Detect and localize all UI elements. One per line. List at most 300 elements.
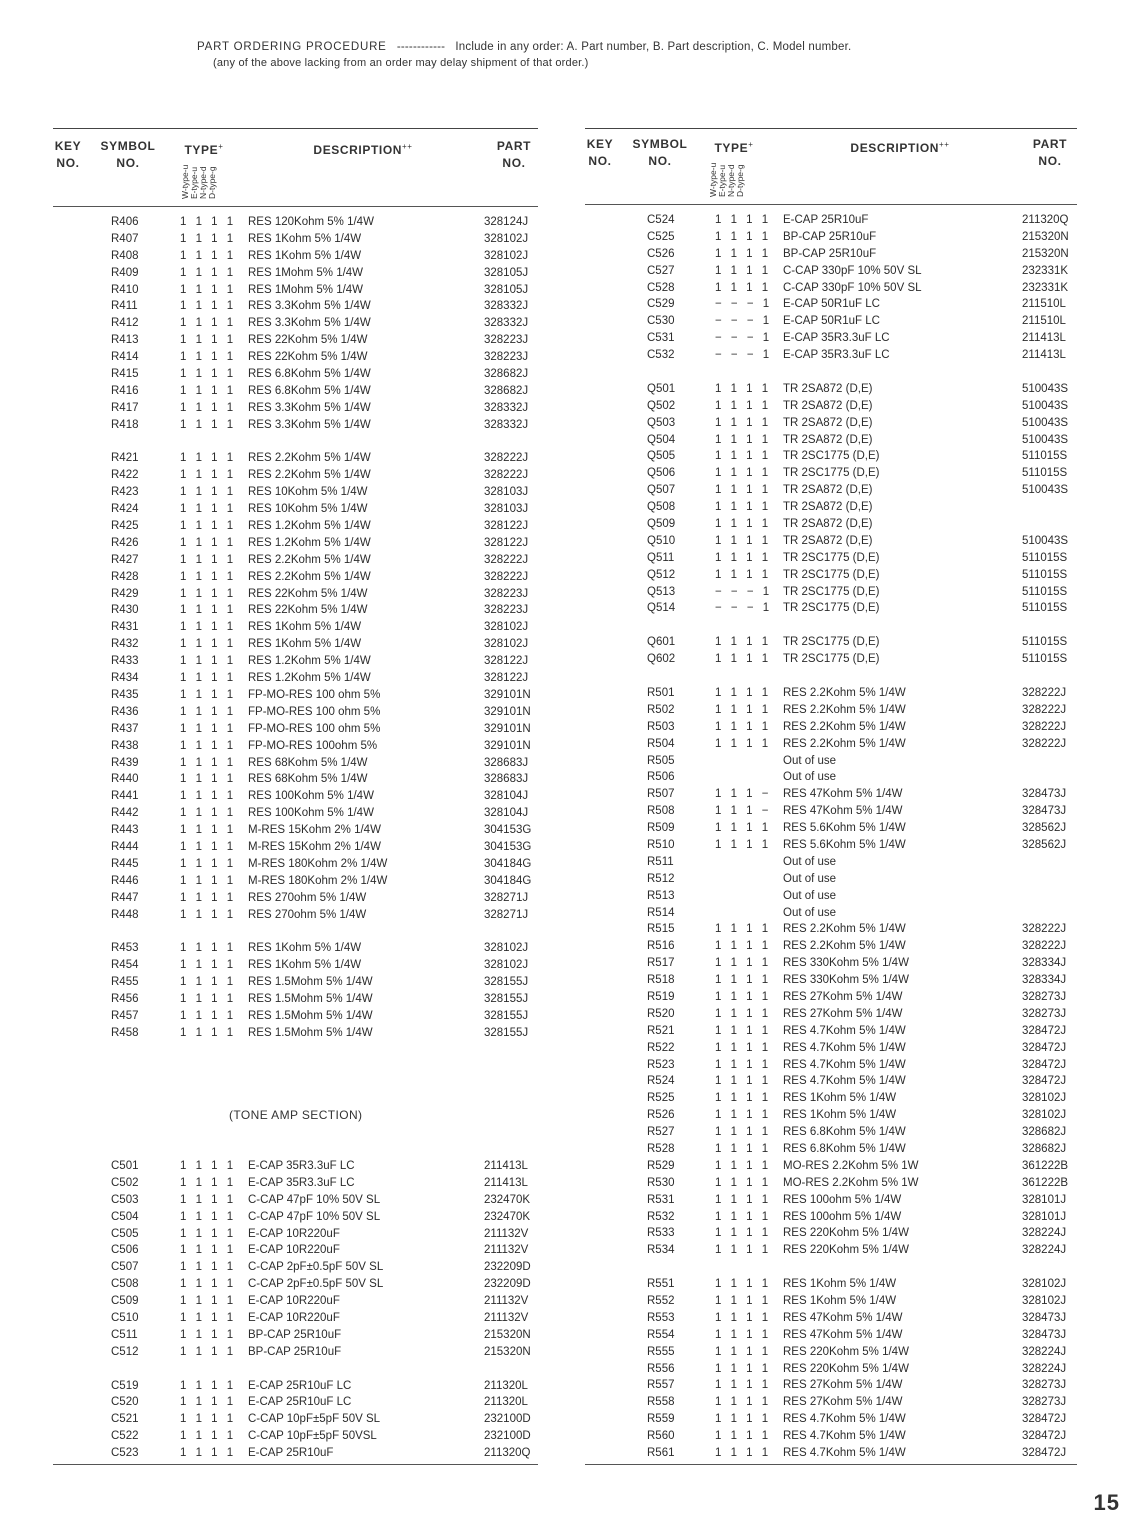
table-row — [53, 1361, 538, 1378]
part-no: 328224J — [1022, 1244, 1067, 1257]
table-row — [585, 1090, 1077, 1107]
description: C-CAP 10pF±5pF 50VSL — [248, 1430, 377, 1443]
table-row — [585, 1411, 1077, 1428]
type-codes: 1 1 1 1 — [180, 790, 237, 803]
symbol-no: R406 — [111, 216, 139, 228]
type-codes: 1 1 1 1 — [180, 1328, 237, 1341]
table-row — [53, 1327, 538, 1344]
table-row — [585, 1327, 1077, 1344]
table-row — [53, 670, 538, 687]
type-codes: 1 1 1 1 — [180, 401, 237, 414]
description: FP-MO-RES 100ohm 5% — [248, 739, 378, 752]
header-symbol-no: SYMBOL NO. — [100, 139, 156, 170]
table-row — [53, 738, 538, 755]
description: BP-CAP 25R10uF — [783, 230, 877, 243]
table-row — [585, 398, 1077, 415]
table-row — [53, 400, 538, 417]
type-codes: 1 1 1 1 — [180, 469, 237, 482]
type-codes: 1 1 1 1 — [180, 1345, 237, 1358]
symbol-no: R528 — [647, 1142, 675, 1155]
symbol-no: R501 — [647, 686, 675, 699]
type-codes: 1 1 1 1 — [715, 450, 772, 463]
part-no: 211132V — [484, 1312, 529, 1325]
part-no: 328122J — [484, 520, 529, 533]
symbol-no: C509 — [111, 1295, 139, 1308]
symbol-no: R409 — [111, 266, 139, 279]
symbol-no: R430 — [111, 604, 139, 617]
description: RES 6.8Kohm 5% 1/4W — [248, 384, 371, 397]
part-no: 211510L — [1022, 298, 1066, 311]
description: M-RES 15Kohm 2% 1/4W — [248, 840, 381, 853]
description: RES 270ohm 5% 1/4W — [248, 891, 367, 904]
table-row — [585, 702, 1077, 719]
type-codes: 1 1 1 1 — [715, 568, 772, 581]
symbol-no: R561 — [647, 1447, 675, 1460]
part-no: 211132V — [484, 1244, 529, 1257]
part-no: 328222J — [1022, 720, 1067, 733]
type-codes: 1 1 1 1 — [180, 1430, 237, 1443]
description: RES 6.8Kohm 5% 1/4W — [248, 368, 371, 381]
type-codes: 1 1 1 1 — [715, 737, 772, 750]
part-no: 328682J — [484, 368, 529, 381]
part-no: 328101J — [1022, 1210, 1067, 1223]
description: RES 100Kohm 5% 1/4W — [248, 807, 374, 820]
type-codes: 1 1 1 1 — [715, 1007, 772, 1020]
type-codes: 1 1 1 1 — [715, 990, 772, 1003]
symbol-no: R421 — [111, 452, 139, 465]
table-row — [585, 634, 1077, 651]
table-row — [585, 1361, 1077, 1378]
description: RES 47Kohm 5% 1/4W — [783, 1328, 903, 1341]
description: RES 47Kohm 5% 1/4W — [783, 805, 903, 818]
table-row — [585, 854, 1077, 871]
header-key-no: KEY NO. — [54, 139, 82, 170]
description: RES 2.2Kohm 5% 1/4W — [783, 923, 906, 936]
table-row — [53, 755, 538, 772]
symbol-no: C507 — [111, 1261, 139, 1274]
table-row — [53, 1242, 538, 1259]
section-label-tone-amp: (TONE AMP SECTION) — [229, 1108, 363, 1122]
type-codes: 1 1 1 1 — [715, 1227, 772, 1240]
type-codes: 1 1 1 1 — [180, 807, 237, 820]
type-codes: 1 1 1 1 — [715, 1328, 772, 1341]
part-no: 328102J — [484, 621, 529, 634]
header-description — [303, 138, 423, 159]
symbol-no: R554 — [647, 1328, 675, 1341]
table-header-rule — [53, 206, 538, 207]
description: RES 4.7Kohm 5% 1/4W — [783, 1075, 906, 1088]
symbol-no: R413 — [111, 334, 139, 347]
type-codes: 1 1 1 1 — [180, 587, 237, 600]
symbol-no: Q506 — [647, 467, 676, 480]
part-no: 328224J — [1022, 1227, 1067, 1240]
description: TR 2SA872 (D,E) — [783, 399, 873, 412]
type-codes: 1 1 1 1 — [715, 467, 772, 480]
table-row — [53, 907, 538, 924]
table-row — [53, 417, 538, 434]
description: RES 4.7Kohm 5% 1/4W — [783, 1430, 906, 1443]
description: RES 220Kohm 5% 1/4W — [783, 1227, 909, 1240]
description: E-CAP 10R220uF — [248, 1227, 340, 1240]
type-codes: 1 1 1 1 — [180, 1396, 237, 1409]
table-row — [53, 636, 538, 653]
description: RES 1Kohm 5% 1/4W — [248, 621, 362, 634]
table-top-rule — [53, 128, 538, 129]
part-no: 510043S — [1022, 416, 1069, 429]
type-codes: 1 1 1 1 — [715, 1193, 772, 1206]
table-row — [53, 467, 538, 484]
table-row — [585, 448, 1077, 465]
table-row — [53, 974, 538, 991]
description: RES 1Kohm 5% 1/4W — [783, 1109, 897, 1122]
description: Out of use — [783, 754, 837, 767]
symbol-no: R444 — [111, 840, 139, 853]
symbol-no: Q602 — [647, 653, 676, 666]
symbol-no: R512 — [647, 872, 675, 885]
description: RES 6.8Kohm 5% 1/4W — [783, 1126, 906, 1139]
part-no: 328472J — [1022, 1430, 1067, 1443]
type-codes: 1 1 1 1 — [715, 1109, 772, 1122]
part-no: 211320L — [484, 1396, 528, 1409]
description: RES 2.2Kohm 5% 1/4W — [248, 452, 371, 465]
description: RES 4.7Kohm 5% 1/4W — [783, 1058, 906, 1071]
part-no: 328332J — [484, 418, 529, 431]
table-row — [585, 736, 1077, 753]
type-codes: 1 1 1 1 — [180, 976, 237, 989]
type-codes: 1 1 1 1 — [180, 1176, 237, 1189]
part-no: 328102J — [484, 249, 529, 262]
type-codes: 1 1 1 1 — [180, 959, 237, 972]
table-row — [585, 617, 1077, 634]
symbol-no: C525 — [647, 230, 675, 243]
symbol-no: C510 — [111, 1312, 139, 1325]
part-no: 328273J — [1022, 1007, 1067, 1020]
table-row — [53, 1445, 538, 1462]
part-no: 328102J — [484, 638, 529, 651]
table-row — [53, 940, 538, 957]
part-no: 510043S — [1022, 484, 1069, 497]
table-row — [53, 839, 538, 856]
part-no: 328105J — [484, 283, 529, 296]
type-codes: 1 1 1 − — [715, 788, 772, 801]
symbol-no: R531 — [647, 1193, 675, 1206]
part-no: 328122J — [484, 655, 529, 668]
part-no: 328473J — [1022, 1328, 1067, 1341]
type-codes: 1 1 1 1 — [715, 551, 772, 564]
type-codes: 1 1 1 1 — [715, 1092, 772, 1105]
symbol-no: Q501 — [647, 382, 676, 395]
type-codes: 1 1 1 1 — [180, 503, 237, 516]
type-codes: 1 1 1 1 — [180, 317, 237, 330]
part-no: 328273J — [1022, 990, 1067, 1003]
part-no: 511015S — [1022, 467, 1068, 480]
table-row — [53, 1428, 538, 1445]
type-codes: 1 1 1 1 — [715, 1244, 772, 1257]
header-description-mark: ++ — [939, 140, 950, 149]
symbol-no: R559 — [647, 1413, 675, 1426]
part-no: 232209D — [484, 1261, 531, 1274]
table-row — [53, 552, 538, 569]
part-no: 328472J — [1022, 1041, 1067, 1054]
part-no: 328683J — [484, 756, 529, 769]
type-codes: 1 1 1 1 — [180, 1379, 237, 1392]
symbol-no: R502 — [647, 703, 675, 716]
table-row — [53, 535, 538, 552]
type-codes: 1 1 1 1 — [180, 604, 237, 617]
symbol-no: C519 — [111, 1379, 139, 1392]
symbol-no: C529 — [647, 298, 675, 311]
table-row — [53, 991, 538, 1008]
header-type-label: TYPE — [184, 143, 219, 157]
symbol-no: Q503 — [647, 416, 676, 429]
type-codes: 1 1 1 1 — [180, 536, 237, 549]
description: E-CAP 25R10uF LC — [248, 1396, 352, 1409]
table-row — [53, 1344, 538, 1361]
type-codes: 1 1 1 1 — [715, 214, 772, 226]
description: RES 27Kohm 5% 1/4W — [783, 1396, 903, 1409]
type-codes: 1 1 1 1 — [180, 1227, 237, 1240]
table-row — [585, 1158, 1077, 1175]
table-header-rule — [585, 204, 1077, 205]
description: RES 220Kohm 5% 1/4W — [783, 1244, 909, 1257]
table-row — [585, 668, 1077, 685]
type-codes: 1 1 1 1 — [180, 1447, 237, 1460]
description: RES 1.5Mohm 5% 1/4W — [248, 992, 373, 1005]
table-row — [585, 212, 1077, 229]
description: C-CAP 2pF±0.5pF 50V SL — [248, 1278, 384, 1291]
part-no: 328472J — [1022, 1075, 1067, 1088]
header-type-mark: + — [748, 140, 754, 149]
description: RES 1.5Mohm 5% 1/4W — [248, 976, 373, 989]
type-codes: 1 1 1 1 — [180, 300, 237, 313]
type-variant-w: W-type-u — [180, 164, 190, 199]
table-row — [53, 1259, 538, 1276]
description: RES 270ohm 5% 1/4W — [248, 908, 367, 921]
description: E-CAP 25R10uF LC — [248, 1379, 352, 1392]
description: RES 10Kohm 5% 1/4W — [248, 486, 368, 499]
table-row — [53, 1411, 538, 1428]
table-row — [585, 786, 1077, 803]
part-no: 328104J — [484, 790, 529, 803]
description: RES 4.7Kohm 5% 1/4W — [783, 1041, 906, 1054]
description: RES 2.2Kohm 5% 1/4W — [248, 570, 371, 583]
type-codes: 1 1 1 1 — [180, 249, 237, 262]
part-no: 328472J — [1022, 1058, 1067, 1071]
symbol-no: R520 — [647, 1007, 675, 1020]
table-row — [53, 214, 538, 231]
type-codes: 1 1 1 1 — [715, 636, 772, 649]
table-row — [585, 381, 1077, 398]
table-row — [53, 1008, 538, 1025]
type-codes: 1 1 1 1 — [180, 705, 237, 718]
table-row — [53, 501, 538, 518]
description: RES 1Mohm 5% 1/4W — [248, 266, 364, 279]
table-row — [585, 1192, 1077, 1209]
type-codes: 1 1 1 1 — [180, 1261, 237, 1274]
type-codes: − − − 1 — [715, 585, 773, 598]
type-codes: 1 1 1 1 — [715, 1278, 772, 1291]
table-row — [53, 383, 538, 400]
description: RES 2.2Kohm 5% 1/4W — [783, 703, 906, 716]
description: RES 3.3Kohm 5% 1/4W — [248, 401, 371, 414]
table-row — [585, 516, 1077, 533]
description: RES 4.7Kohm 5% 1/4W — [783, 1024, 906, 1037]
left-rows-group-b — [53, 1158, 538, 1462]
table-row — [53, 1226, 538, 1243]
part-no: 328472J — [1022, 1024, 1067, 1037]
symbol-no: R435 — [111, 688, 139, 701]
description: M-RES 15Kohm 2% 1/4W — [248, 824, 381, 837]
table-row — [585, 280, 1077, 297]
table-row — [53, 332, 538, 349]
description: RES 5.6Kohm 5% 1/4W — [783, 838, 906, 851]
symbol-no: R504 — [647, 737, 675, 750]
type-codes: 1 1 1 1 — [180, 638, 237, 651]
symbol-no: R552 — [647, 1295, 675, 1307]
table-row — [585, 415, 1077, 432]
type-codes: 1 1 1 1 — [715, 264, 772, 277]
symbol-no: R513 — [647, 889, 675, 902]
symbol-no: R530 — [647, 1176, 675, 1189]
part-no: 328222J — [1022, 686, 1067, 699]
type-codes: 1 1 1 1 — [715, 1058, 772, 1071]
description: RES 3.3Kohm 5% 1/4W — [248, 418, 371, 431]
description: RES 3.3Kohm 5% 1/4W — [248, 300, 371, 313]
symbol-no: R508 — [647, 805, 675, 818]
table-row — [585, 989, 1077, 1006]
table-bottom-rule — [585, 1464, 1077, 1465]
symbol-no: R527 — [647, 1126, 675, 1139]
symbol-no: Q509 — [647, 518, 676, 531]
description: TR 2SA872 (D,E) — [783, 484, 873, 497]
part-no: 328222J — [484, 469, 529, 482]
symbol-no: R446 — [111, 874, 139, 887]
table-row — [585, 432, 1077, 449]
description: RES 68Kohm 5% 1/4W — [248, 756, 368, 769]
symbol-no: R426 — [111, 536, 139, 549]
left-rows-group — [53, 214, 538, 1042]
part-no: 232209D — [484, 1278, 531, 1291]
symbol-no: C531 — [647, 332, 675, 345]
type-codes: 1 1 1 1 — [180, 908, 237, 921]
table-row — [585, 905, 1077, 922]
type-codes: 1 1 1 1 — [715, 957, 772, 970]
type-codes: − − − 1 — [715, 602, 773, 615]
description: BP-CAP 25R10uF — [783, 247, 877, 260]
type-codes: 1 1 1 1 — [180, 1009, 237, 1022]
description: RES 1.5Mohm 5% 1/4W — [248, 1026, 373, 1039]
header-part-no: PART NO. — [1032, 137, 1068, 168]
description: RES 22Kohm 5% 1/4W — [248, 334, 368, 347]
type-variant-d: D-type-g — [207, 166, 217, 199]
symbol-no: R453 — [111, 942, 139, 955]
description: E-CAP 25R10uF — [783, 214, 869, 226]
part-no: 232331K — [1022, 281, 1069, 294]
type-codes: 1 1 1 1 — [715, 1396, 772, 1409]
description: RES 27Kohm 5% 1/4W — [783, 1007, 903, 1020]
part-no: 510043S — [1022, 534, 1069, 547]
symbol-no: C520 — [111, 1396, 139, 1409]
table-row — [585, 651, 1077, 668]
description: RES 1Kohm 5% 1/4W — [248, 638, 362, 651]
description: TR 2SC1775 (D,E) — [783, 636, 880, 649]
header-description-label: DESCRIPTION — [850, 141, 940, 155]
ordering-procedure-dashes: ------------ — [396, 41, 446, 53]
description: Out of use — [783, 889, 837, 902]
part-no: 328103J — [484, 503, 529, 516]
part-no: 511015S — [1022, 636, 1068, 649]
table-row — [585, 1107, 1077, 1124]
description: RES 10Kohm 5% 1/4W — [248, 503, 368, 516]
part-no: 211413L — [484, 1160, 528, 1172]
part-no: 328102J — [1022, 1295, 1067, 1307]
symbol-no: Q504 — [647, 433, 676, 446]
type-codes: 1 1 1 1 — [180, 992, 237, 1005]
description: RES 120Kohm 5% 1/4W — [248, 216, 374, 228]
type-codes: 1 1 1 1 — [180, 334, 237, 347]
symbol-no: R524 — [647, 1075, 675, 1088]
table-row — [585, 1175, 1077, 1192]
part-no: 511015S — [1022, 450, 1068, 463]
table-bottom-rule — [53, 1464, 538, 1465]
part-no: 328155J — [484, 976, 529, 989]
description: TR 2SC1775 (D,E) — [783, 585, 880, 598]
table-row — [585, 1293, 1077, 1310]
table-row — [585, 1242, 1077, 1259]
symbol-no: Q508 — [647, 501, 676, 514]
description: RES 2.2Kohm 5% 1/4W — [783, 940, 906, 953]
description: RES 330Kohm 5% 1/4W — [783, 974, 909, 987]
description: RES 27Kohm 5% 1/4W — [783, 990, 903, 1003]
table-row — [585, 1259, 1077, 1276]
symbol-no: C501 — [111, 1160, 139, 1172]
table-row — [585, 1377, 1077, 1394]
part-no: 328105J — [484, 266, 529, 279]
type-codes: 1 1 1 1 — [180, 942, 237, 955]
description: RES 1.2Kohm 5% 1/4W — [248, 672, 371, 685]
type-codes: 1 1 1 1 — [180, 216, 237, 228]
part-no: 328332J — [484, 317, 529, 330]
description: E-CAP 35R3.3uF LC — [248, 1176, 355, 1189]
part-no: 510043S — [1022, 433, 1069, 446]
type-codes: 1 1 1 1 — [715, 399, 772, 412]
ordering-procedure-title: PART ORDERING PROCEDURE — [197, 41, 387, 53]
symbol-no: R447 — [111, 891, 139, 904]
table-row — [585, 465, 1077, 482]
description: M-RES 180Kohm 2% 1/4W — [248, 874, 388, 887]
symbol-no: C506 — [111, 1244, 139, 1257]
part-no: 329101N — [484, 722, 531, 735]
description: C-CAP 330pF 10% 50V SL — [783, 281, 922, 294]
part-no: 328222J — [1022, 703, 1067, 716]
symbol-no: R556 — [647, 1362, 675, 1375]
description: Out of use — [783, 855, 837, 868]
table-row — [585, 938, 1077, 955]
symbol-no: R442 — [111, 807, 139, 820]
type-variant-d: D-type-g — [735, 164, 745, 197]
part-no: 328222J — [484, 553, 529, 566]
description: E-CAP 35R3.3uF LC — [783, 332, 890, 345]
part-no: 328223J — [484, 334, 529, 347]
type-codes: 1 1 1 1 — [180, 672, 237, 685]
table-row — [585, 229, 1077, 246]
type-codes: 1 1 1 1 — [715, 433, 772, 446]
table-row — [53, 822, 538, 839]
part-no: 211320L — [484, 1379, 528, 1392]
part-no: 510043S — [1022, 382, 1069, 395]
description: TR 2SC1775 (D,E) — [783, 467, 880, 480]
type-codes: 1 1 1 1 — [715, 1379, 772, 1392]
